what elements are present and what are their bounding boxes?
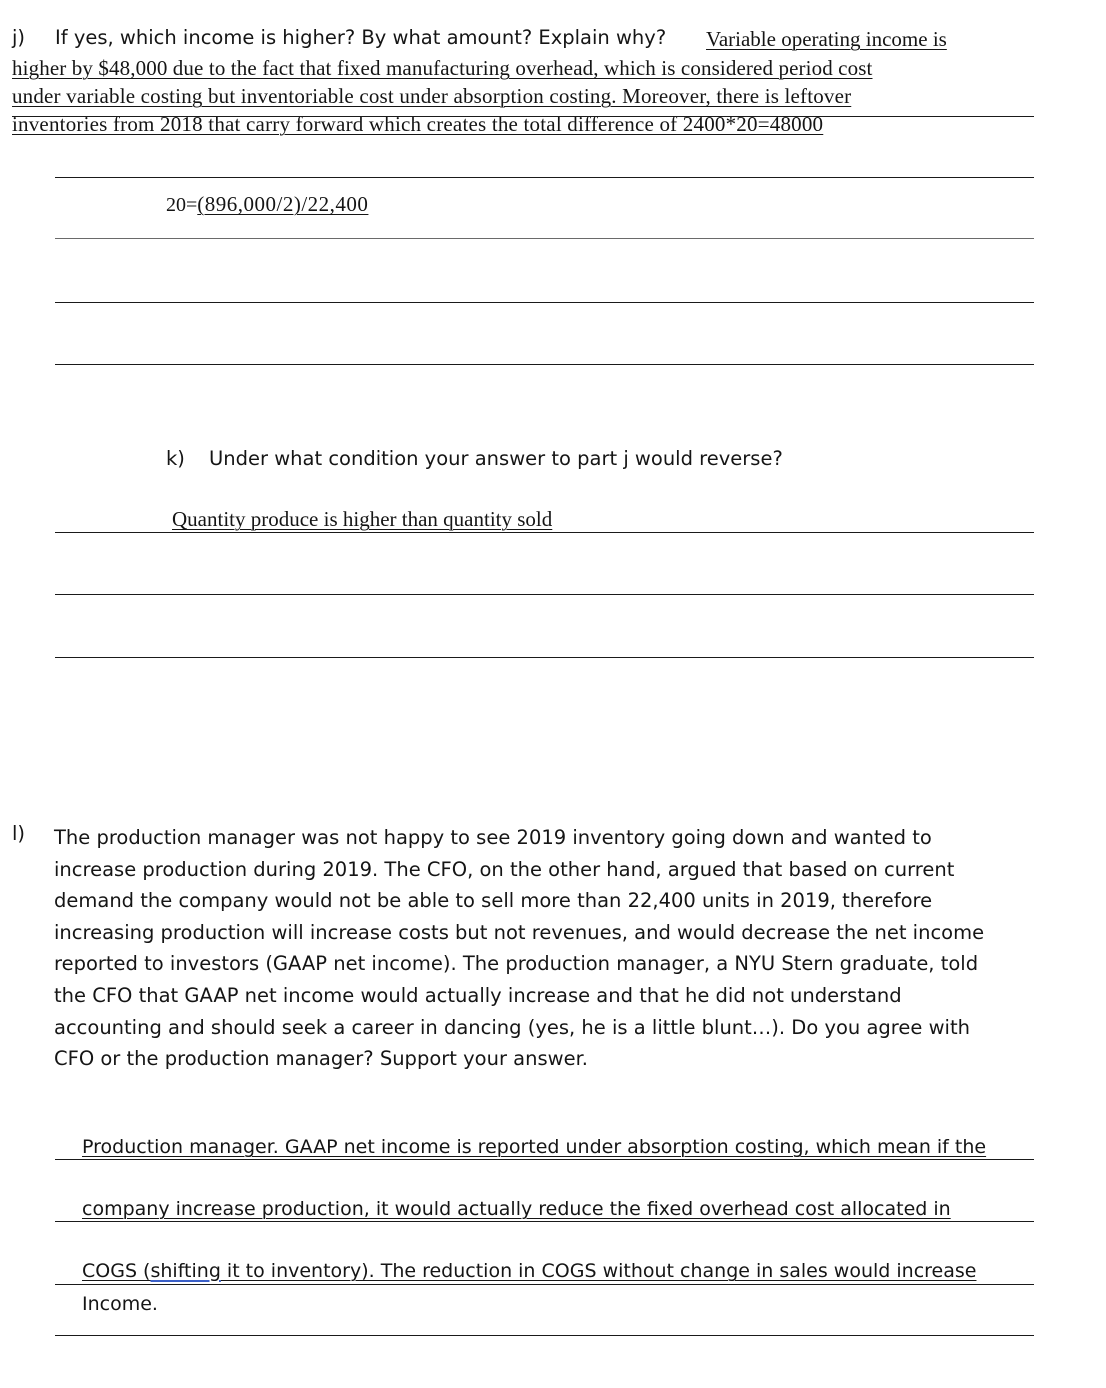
part-l-question-line: reported to investors (GAAP net income). The production manager, a NYU Stern graduate, told <box>54 952 979 976</box>
answer-line-rule <box>55 1284 1034 1285</box>
part-l-answer-line-3 <box>82 1260 976 1282</box>
part-l-answer-line-2: company increase production, it would actually reduce the fixed overhead cost allocated in <box>82 1198 951 1220</box>
calc-prefix: 20= <box>166 194 198 216</box>
answer-line-rule <box>12 116 1034 117</box>
part-l-question-line: increase production during 2019. The CFO, on the other hand, argued that based on current <box>54 857 955 881</box>
part-l-question-line: The production manager was not happy to see 2019 inventory going down and wanted to <box>54 826 932 849</box>
answer-line-rule <box>55 238 1034 239</box>
answer-line-rule <box>55 1221 1034 1222</box>
part-l-answer-line-4: Income. <box>82 1293 158 1315</box>
part-j-answer-line-4: inventories from 2018 that carry forward which creates the total difference of 2400*20=48000 <box>12 112 824 136</box>
part-l-question-line: demand the company would not be able to sell more than 22,400 units in 2019, therefore <box>54 889 933 913</box>
answer-line-rule <box>55 302 1034 303</box>
answer-line-rule <box>55 594 1034 595</box>
part-l-question-line: increasing production will increase costs but not revenues, and would decrease the net income <box>54 920 985 944</box>
answer-text: it to inventory). The reduction in COGS without change in sales would increase <box>220 1260 977 1282</box>
part-l-question-line: accounting and should seek a career in dancing (yes, he is a little blunt…). Do you agree with <box>54 1015 970 1039</box>
part-l-question-line: the CFO that GAAP net income would actually increase and that he did not understand <box>54 983 902 1007</box>
part-j-calculation <box>166 192 368 217</box>
part-k-answer: Quantity produce is higher than quantity sold <box>172 507 553 531</box>
part-j-question: If yes, which income is higher? By what amount? Explain why? <box>55 26 667 49</box>
part-l-label: l) <box>12 822 26 845</box>
answer-line-rule <box>55 657 1034 658</box>
part-l-question <box>54 822 984 1075</box>
answer-line-rule <box>55 532 1034 533</box>
part-j-answer-line-3: under variable costing but inventoriable cost under absorption costing. Moreover, there is leftover <box>12 84 852 108</box>
answer-line-rule <box>55 364 1034 365</box>
answer-line-rule <box>55 1335 1034 1336</box>
answer-text: COGS ( <box>82 1260 151 1282</box>
part-k-label: k) <box>166 447 185 470</box>
calc-value: (896,000/2)/22,400 <box>197 192 369 216</box>
answer-text-flagged: shifting <box>150 1260 221 1282</box>
answer-line-rule <box>55 1159 1034 1160</box>
part-l-question-line: CFO or the production manager? Support your answer. <box>54 1047 588 1071</box>
part-j-label: j) <box>12 26 26 49</box>
part-j-answer-line-2: higher by $48,000 due to the fact that fixed manufacturing overhead, which is considered period cost <box>12 56 873 80</box>
part-l-answer-line-1: Production manager. GAAP net income is reported under absorption costing, which mean if the <box>82 1136 987 1158</box>
answer-line-rule <box>55 177 1034 178</box>
part-k-question: Under what condition your answer to part j would reverse? <box>209 447 783 470</box>
part-j-answer-line-1: Variable operating income is <box>706 27 947 51</box>
